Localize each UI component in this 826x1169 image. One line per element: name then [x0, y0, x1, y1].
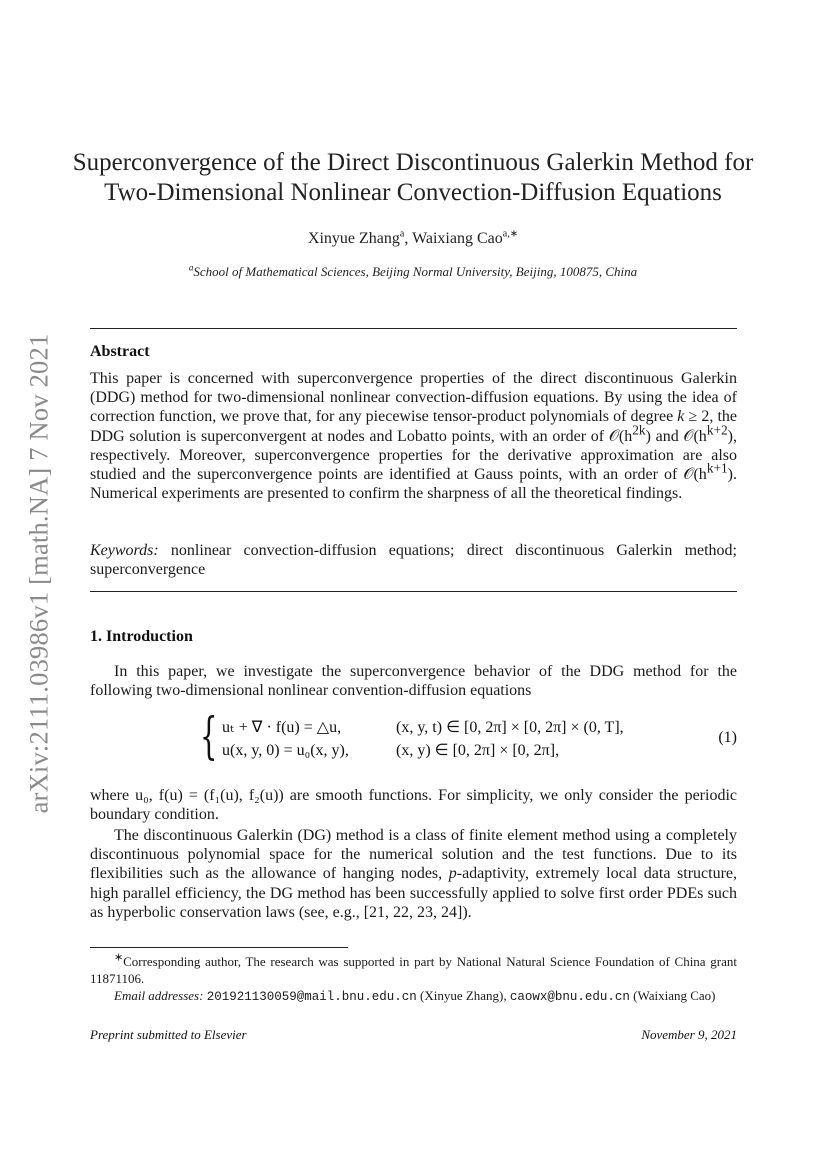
- equation-row-2-lhs: u(x, y, 0) = u₀(x, y),: [222, 742, 349, 759]
- p-symbol: p: [448, 865, 457, 883]
- author-1: Xinyue Zhang: [307, 230, 400, 247]
- equation-1: [200, 707, 737, 765]
- paper-title: [60, 148, 766, 208]
- author-separator: ,: [404, 230, 413, 247]
- author-list: [60, 230, 766, 248]
- abstract-text-2: ≥ 2, the DDG solution is superconvergent at nodes and Lobatto points, with an order of: [90, 408, 738, 445]
- keywords: [90, 541, 737, 579]
- footnote-rule: [90, 947, 348, 948]
- abstract-text-1: This paper is concerned with superconvergence properties of the direct discontinuous Galerkin (DDG) method for two-dimensional nonlinear convection-diffusion equations. By using the idea of correction function, we prove that, for any piecewise tensor-product polynomials of degree: [90, 370, 737, 426]
- intro-paragraph-3-text-a: The discontinuous Galerkin (DG) method is a class of finite element method using a completely discontinuous polynomial space for the numerical solution and the test functions. Due to its flexibilities such as the allowance of hanging nodes,: [90, 827, 737, 883]
- abstract-body: [90, 369, 737, 503]
- equation-row-1-domain: (x, y, t) ∈ [0, 2π] × [0, 2π] × (0, T],: [396, 719, 624, 736]
- abstract-text-4: ), respectively. Moreover, superconvergence properties for the derivative approximation are also studied and the superconvergence points are identified at Gauss points, with an order of: [90, 427, 737, 484]
- author-2: Waixiang Cao: [412, 230, 503, 247]
- equation-row-1-lhs: uₜ + ∇ · f(u) = △u,: [222, 719, 342, 736]
- footnote-mark: ∗: [114, 951, 124, 964]
- order-gauss: 𝒪(h: [683, 466, 707, 484]
- footer-date: November 9, 2021: [641, 1027, 737, 1042]
- title-line-1: Superconvergence of the Direct Discontinuous Galerkin Method for: [72, 149, 754, 176]
- keywords-text: nonlinear convection-diffusion equations; direct discontinuous Galerkin method; superconvergence: [90, 542, 737, 579]
- order-gauss-exponent: k+1: [706, 460, 728, 476]
- equation-row-2-domain: (x, y) ∈ [0, 2π] × [0, 2π],: [396, 742, 560, 759]
- abstract-heading: Abstract: [90, 343, 150, 360]
- affiliation: [60, 264, 766, 280]
- abstract-degree-symbol: k: [677, 408, 685, 426]
- abstract-bottom-rule: [90, 591, 737, 592]
- title-line-2: Two-Dimensional Nonlinear Convection-Diffusion Equations: [104, 179, 722, 206]
- affiliation-text: School of Mathematical Sciences, Beijing Normal University, Beijing, 100875, China: [193, 264, 638, 279]
- order-nodes: 𝒪(h: [608, 427, 633, 445]
- email-1-owner: (Xinyue Zhang),: [416, 988, 510, 1003]
- email-2-owner: (Waixiang Cao): [629, 988, 716, 1003]
- order-nodes-exponent: 2k: [632, 422, 646, 438]
- footnote-corresponding-author: [90, 953, 737, 987]
- email-label: Email addresses:: [114, 988, 204, 1003]
- section-heading-introduction: 1. Introduction: [90, 628, 193, 645]
- footnote-emails: [90, 987, 737, 1006]
- author-2-affiliation-mark: a,∗: [502, 228, 519, 240]
- affiliation-mark: a: [188, 262, 194, 273]
- email-link-2[interactable]: caowx@bnu.edu.cn: [509, 990, 630, 1004]
- intro-paragraph-1: In this paper, we investigate the superconvergence behavior of the DDG method for the following two-dimensional nonlinear convention-diffusion equations: [90, 663, 737, 700]
- email-link-1[interactable]: 201921130059@mail.bnu.edu.cn: [206, 990, 417, 1004]
- equation-number: (1): [718, 729, 737, 746]
- order-lobatto: 𝒪(h: [683, 427, 707, 445]
- intro-paragraph-2: where u₀, f(u) = (f₁(u), f₂(u)) are smooth functions. For simplicity, we only consider the periodic boundary condition.: [90, 787, 737, 824]
- footnote-corresponding-text: Corresponding author, The research was supported in part by National Natural Science Foundation of China grant 11871106.: [90, 954, 737, 986]
- equation-row-1: [222, 717, 624, 737]
- intro-paragraph-3: [90, 826, 737, 922]
- order-lobatto-exponent: k+2: [706, 422, 728, 438]
- footer-preprint-note: Preprint submitted to Elsevier: [90, 1027, 247, 1042]
- author-1-affiliation-mark: a: [399, 228, 405, 240]
- abstract-top-rule: [90, 328, 737, 329]
- arxiv-id-text: arXiv:2111.03986v1 [math.NA] 7 Nov 2021: [23, 333, 54, 813]
- abstract-text-5: ). Numerical experiments are presented to confirm the sharpness of all the theoretical findings.: [90, 466, 737, 503]
- equation-row-2: [222, 740, 559, 760]
- intro-paragraph-3-text-b: -adaptivity, extremely local data structure, high parallel efficiency, the DG method has been successfully applied to solve first order PDEs such as hyperbolic conservation laws (see, e.g., [21, 22, 23, 24]).: [90, 865, 737, 921]
- equation-brace: {: [200, 707, 218, 765]
- keywords-label: Keywords:: [90, 542, 159, 559]
- abstract-text-3: ) and: [645, 427, 684, 445]
- arxiv-identifier-stamp: [14, 318, 64, 828]
